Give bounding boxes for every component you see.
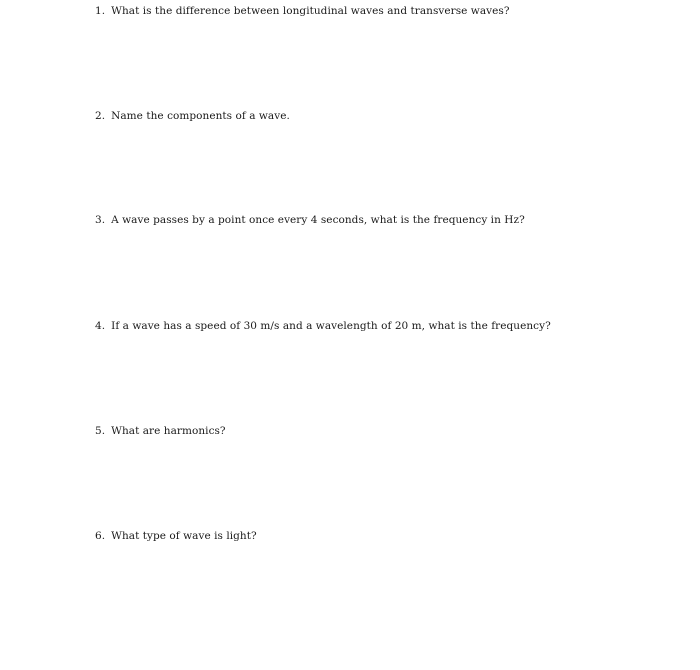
question-2 [95, 109, 290, 123]
question-number: 2. [95, 110, 106, 122]
question-6 [95, 529, 257, 543]
question-5 [95, 424, 226, 438]
question-number: 1. [95, 5, 106, 17]
question-text: What are harmonics? [111, 425, 226, 437]
question-1 [95, 4, 510, 18]
question-number: 3. [95, 214, 106, 226]
question-text: What is the difference between longitudinal waves and transverse waves? [111, 5, 510, 17]
question-text: What type of wave is light? [111, 530, 257, 542]
question-number: 5. [95, 425, 106, 437]
question-3 [95, 213, 525, 227]
question-text: If a wave has a speed of 30 m/s and a wavelength of 20 m, what is the frequency? [111, 320, 551, 332]
question-number: 6. [95, 530, 106, 542]
question-4 [95, 319, 551, 333]
question-number: 4. [95, 320, 106, 332]
question-text: A wave passes by a point once every 4 seconds, what is the frequency in Hz? [111, 214, 525, 226]
question-text: Name the components of a wave. [111, 110, 290, 122]
